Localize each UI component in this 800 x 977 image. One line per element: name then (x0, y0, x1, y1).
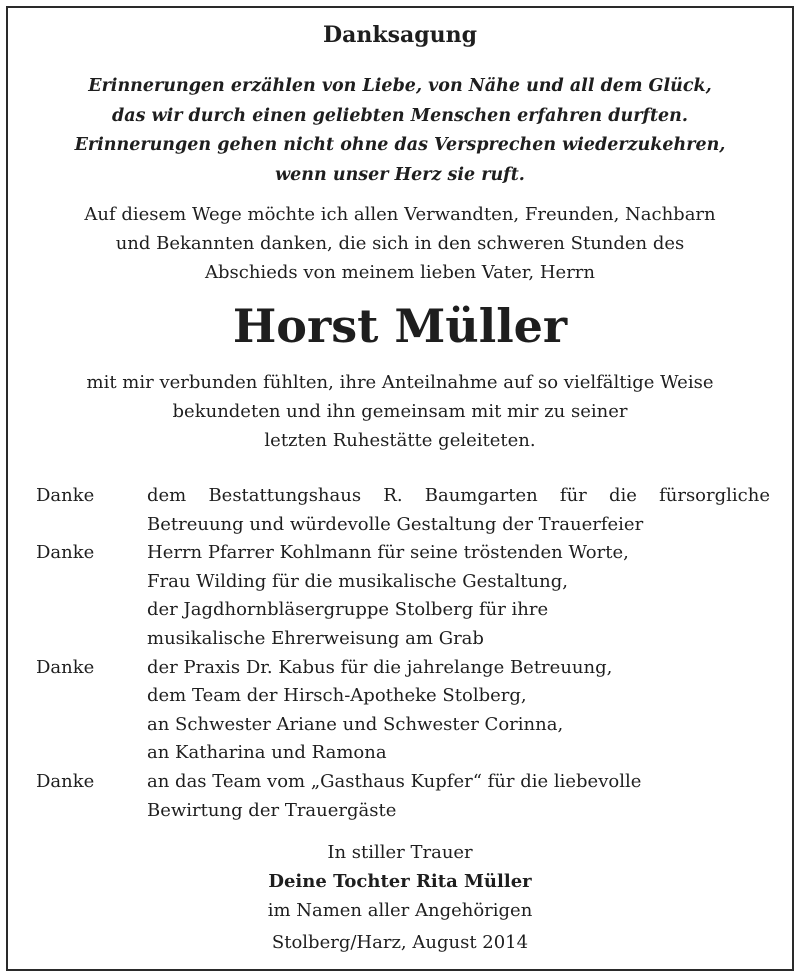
place-date: Stolberg/Harz, August 2014 (271, 932, 529, 953)
signature: Deine Tochter Rita Müller (268, 871, 532, 892)
quote-line: das wir durch einen geliebten Menschen erfahren durften. (112, 105, 688, 126)
intro-line: und Bekannten danken, die sich in den schweren Stunden des (115, 233, 685, 254)
thanks-row (36, 654, 770, 768)
closing-line: im Namen aller Angehörigen (267, 900, 533, 921)
intro-line: Auf diesem Wege möchte ich allen Verwandten, Freunden, Nachbarn (84, 204, 716, 225)
thanks-text (147, 482, 770, 539)
notice-title: Danksagung (323, 22, 477, 48)
closing-line: In stiller Trauer (327, 842, 473, 863)
quote-line: wenn unser Herz sie ruft. (275, 164, 525, 185)
thanks-label: Danke (36, 542, 95, 564)
thanks-row (36, 482, 770, 539)
after-name-text (0, 368, 800, 455)
thanks-label: Danke (36, 770, 95, 792)
after-line: bekundeten und ihn gemeinsam mit mir zu seiner (172, 401, 628, 422)
thanks-line: Frau Wilding für die musikalische Gestaltung, (147, 570, 568, 592)
after-line: letzten Ruhestätte geleiteten. (264, 430, 536, 451)
thanks-line: an Schwester Ariane und Schwester Corinna, (147, 713, 564, 735)
thanks-line: der Praxis Dr. Kabus für die jahrelange Betreuung, (147, 656, 613, 678)
thanks-line: Herrn Pfarrer Kohlmann für seine tröstenden Worte, (147, 542, 629, 564)
thanks-line: an Katharina und Ramona (147, 742, 387, 764)
deceased-name: Horst Müller (232, 299, 568, 353)
thanks-label: Danke (36, 656, 95, 678)
thanks-label: Danke (36, 485, 95, 506)
quote-block (0, 72, 800, 190)
after-line: mit mir verbunden fühlten, ihre Anteilnahme auf so vielfältige Weise (86, 372, 714, 393)
thanks-line: dem Bestattungshaus R. Baumgarten für die fürsorgliche (147, 485, 770, 506)
thanks-text (147, 768, 770, 825)
intro-line: Abschieds von meinem lieben Vater, Herrn (205, 262, 595, 283)
quote-line: Erinnerungen gehen nicht ohne das Versprechen wiederzukehren, (74, 135, 726, 155)
thanks-line: Betreuung und würdevolle Gestaltung der Trauerfeier (147, 513, 644, 535)
thanks-text (147, 539, 770, 653)
thanks-list (36, 482, 770, 825)
thanks-line: Bewirtung der Trauergäste (147, 799, 397, 821)
thanks-line: musikalische Ehrerweisung am Grab (147, 627, 484, 649)
thanks-line: an das Team vom „Gasthaus Kupfer“ für die liebevolle (147, 770, 642, 792)
thanks-line: der Jagdhornbläsergruppe Stolberg für ihre (147, 599, 549, 621)
thanks-line: dem Team der Hirsch-Apotheke Stolberg, (147, 685, 527, 707)
thanks-text (147, 654, 770, 768)
thanks-row (36, 539, 770, 653)
thanks-row (36, 768, 770, 825)
intro-text (0, 200, 800, 287)
closing-block (0, 838, 800, 925)
quote-line: Erinnerungen erzählen von Liebe, von Nähe und all dem Glück, (88, 76, 712, 96)
